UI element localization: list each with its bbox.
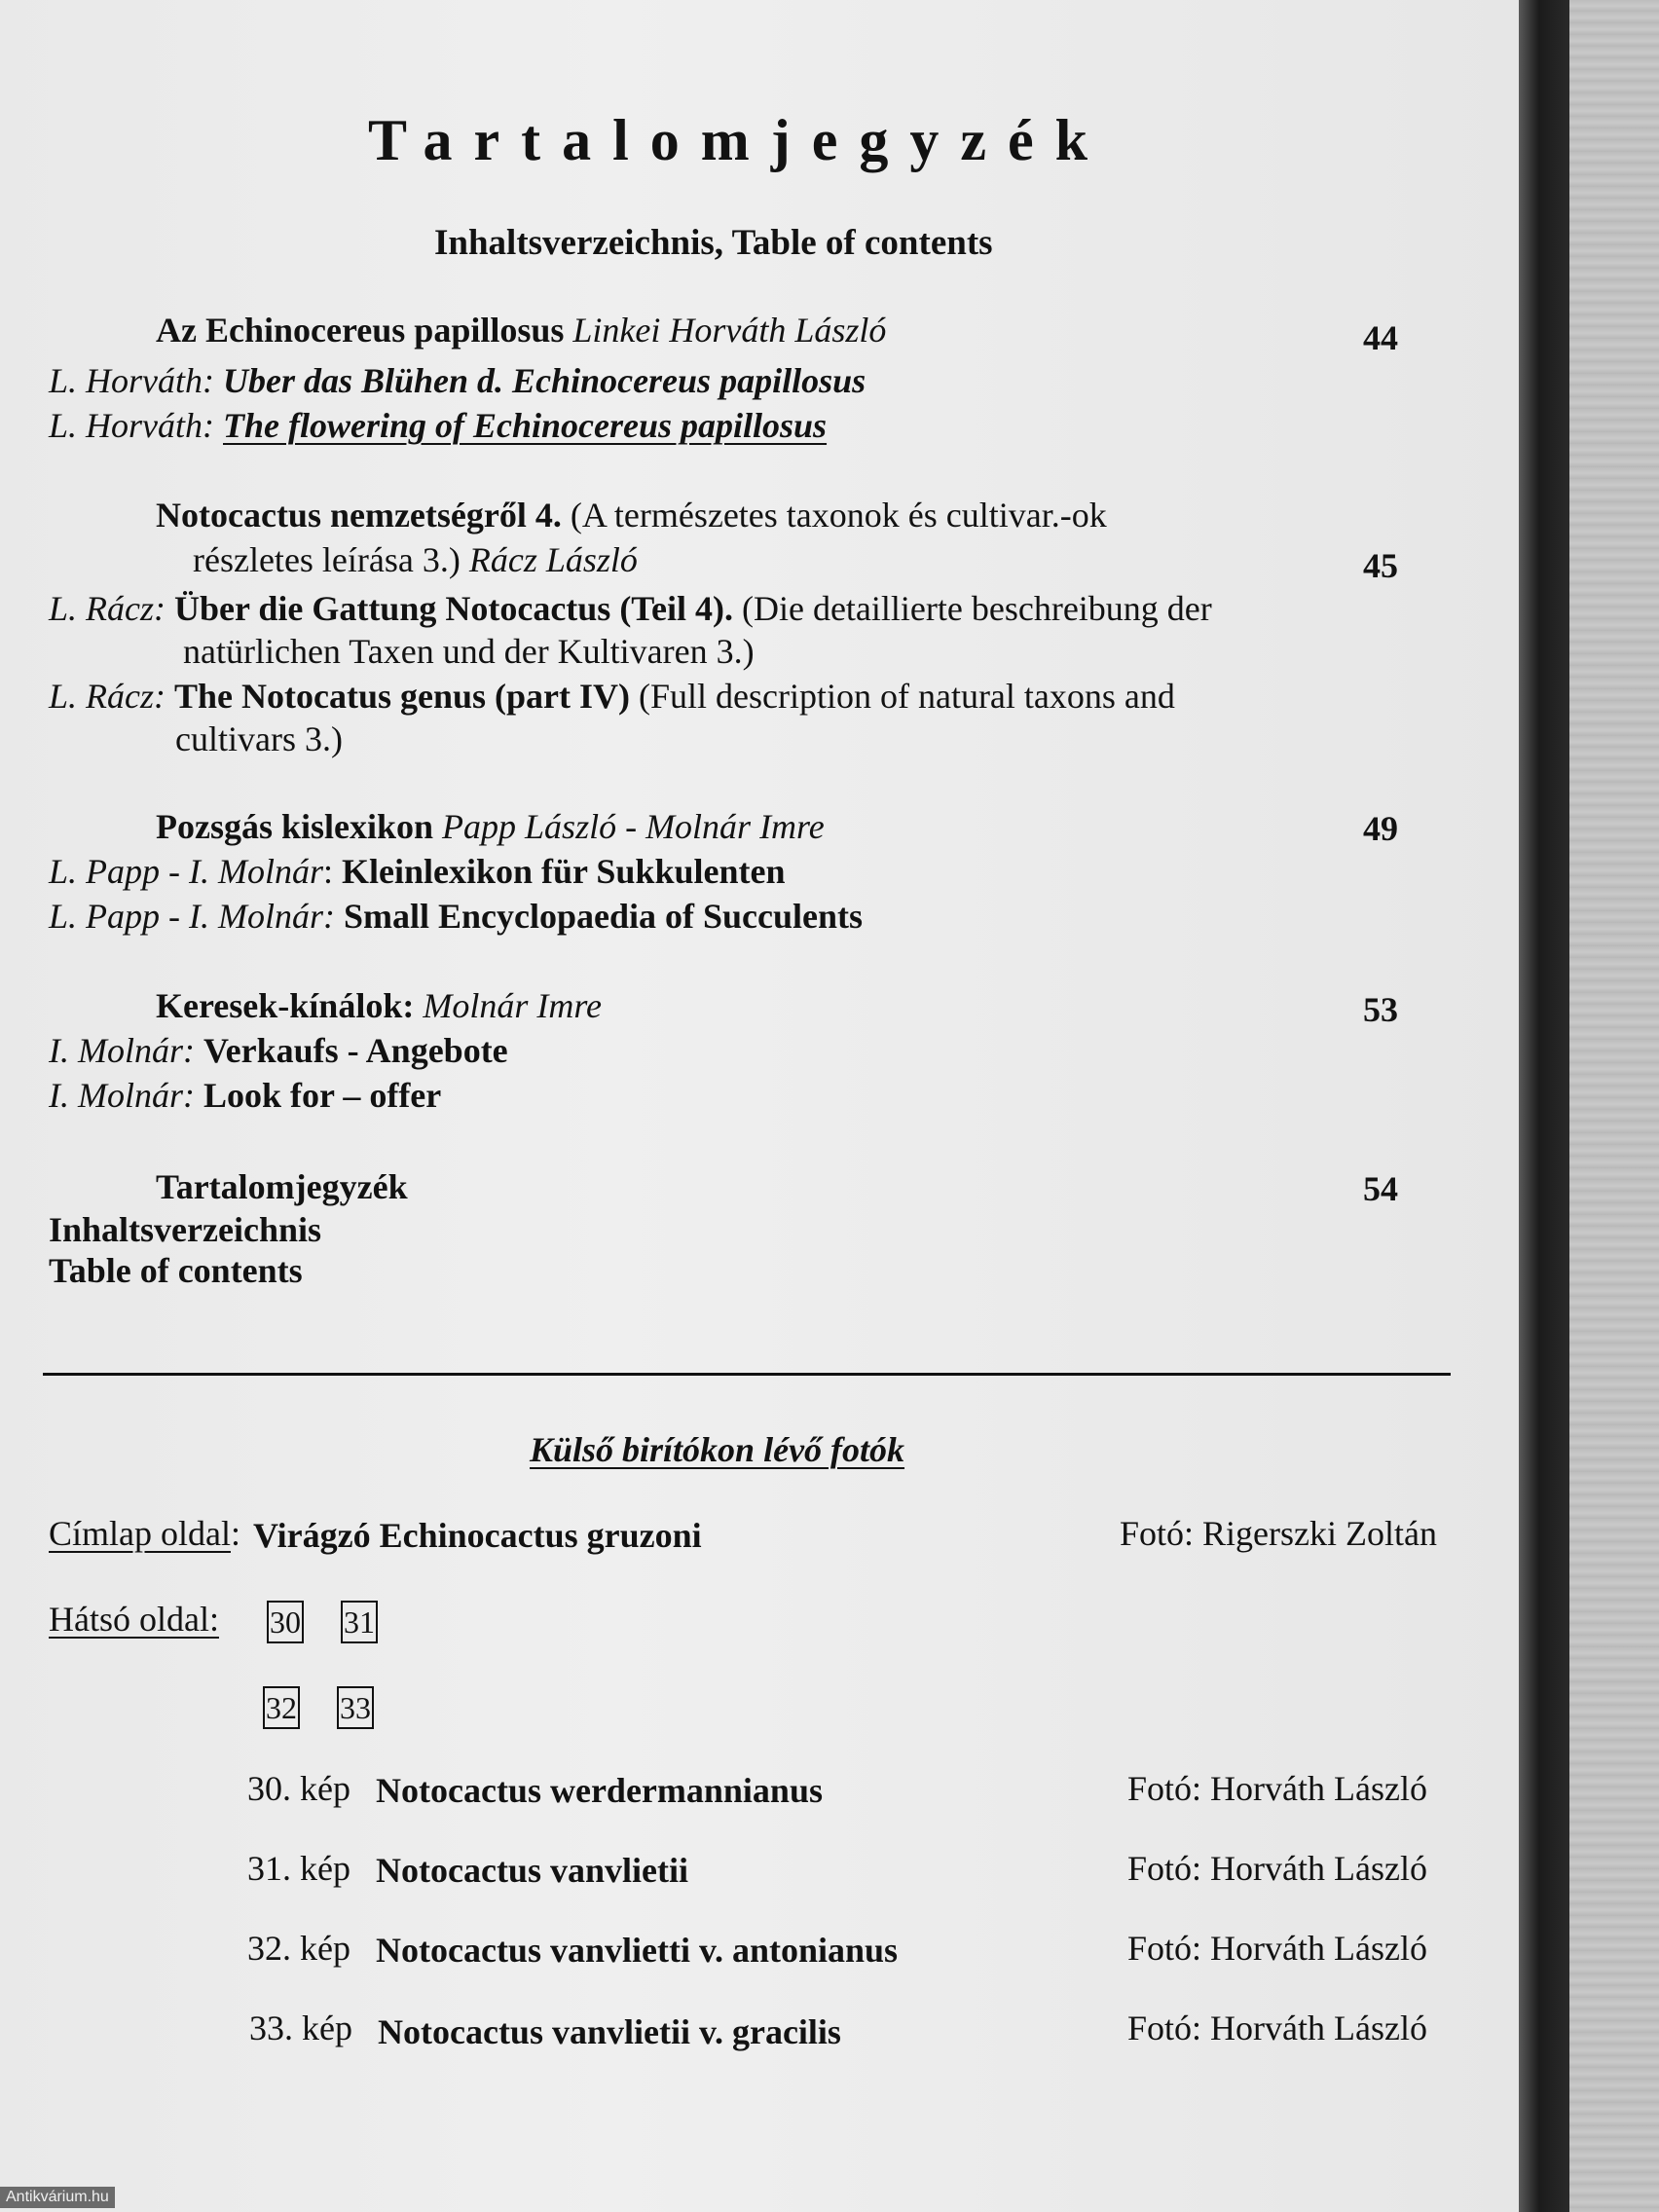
toc-entry-2-de: L. Rácz: Über die Gattung Notocactus (Teil 4). (Die detaillierte beschreibung der	[49, 589, 1212, 628]
back-cover-label: Hátsó oldal:	[49, 1600, 219, 1639]
photo-item-num: 33. kép	[249, 2009, 352, 2047]
photo-item-title: Notocactus werdermannianus	[376, 1771, 823, 1810]
toc-entry-2-page: 45	[1363, 546, 1398, 585]
photos-heading: Külső birítókon lévő fotók	[530, 1430, 905, 1469]
toc-entry-4-en: I. Molnár: Look for – offer	[49, 1076, 442, 1115]
toc-entry-1-title: Az Echinocereus papillosus Linkei Horváth László	[156, 311, 887, 350]
toc-entry-5-en: Table of contents	[49, 1251, 303, 1290]
toc-entry-3-de: L. Papp - I. Molnár: Kleinlexikon für Sukkulenten	[49, 852, 786, 891]
photo-item-credit: Fotó: Horváth László	[1127, 1849, 1427, 1888]
photo-item-num: 30. kép	[247, 1769, 350, 1808]
photo-item-title: Notocactus vanvlietii	[376, 1851, 688, 1890]
photo-item-num: 32. kép	[247, 1929, 350, 1968]
toc-entry-2-de-line2: natürlichen Taxen und der Kultivaren 3.)	[183, 632, 755, 671]
book-cover-edge	[1519, 0, 1569, 2212]
toc-entry-1-de: L. Horváth: Uber das Blühen d. Echinocereus papillosus	[49, 361, 866, 400]
toc-entry-1-page: 44	[1363, 318, 1398, 357]
photo-item-num: 31. kép	[247, 1849, 350, 1888]
photo-item-title: Notocactus vanvlietii v. gracilis	[378, 2012, 841, 2051]
background-surface	[1569, 0, 1659, 2212]
photo-box-32: 32	[263, 1686, 300, 1729]
page-subtitle: Inhaltsverzeichnis, Table of contents	[434, 223, 993, 263]
photo-box-33: 33	[337, 1686, 374, 1729]
toc-entry-2-en: L. Rácz: The Notocatus genus (part IV) (Full description of natural taxons and	[49, 677, 1175, 716]
toc-entry-5-title: Tartalomjegyzék	[156, 1167, 408, 1206]
front-cover-credit: Fotó: Rigerszki Zoltán	[1120, 1514, 1437, 1553]
toc-entry-2-title: Notocactus nemzetségről 4. (A természetes taxonok és cultivar.-ok	[156, 496, 1107, 535]
section-divider	[43, 1373, 1451, 1376]
toc-entry-3-title: Pozsgás kislexikon Papp László - Molnár Imre	[156, 807, 825, 846]
toc-entry-4-title: Keresek-kínálok: Molnár Imre	[156, 986, 602, 1025]
front-cover-line: Címlap oldal:	[49, 1514, 240, 1553]
photo-item-credit: Fotó: Horváth László	[1127, 1769, 1427, 1808]
front-cover-title: Virágzó Echinocactus gruzoni	[253, 1516, 702, 1555]
toc-entry-4-de: I. Molnár: Verkaufs - Angebote	[49, 1031, 508, 1070]
toc-entry-3-en: L. Papp - I. Molnár: Small Encyclopaedia of Succulents	[49, 897, 864, 936]
photo-box-30: 30	[267, 1601, 304, 1643]
toc-entry-5-page: 54	[1363, 1169, 1398, 1208]
toc-entry-2-en-line2: cultivars 3.)	[175, 719, 343, 758]
toc-entry-4-page: 53	[1363, 990, 1398, 1029]
photo-item-title: Notocactus vanvlietti v. antonianus	[376, 1931, 899, 1970]
photo-item-credit: Fotó: Horváth László	[1127, 1929, 1427, 1968]
page-title: Tartalomjegyzék	[368, 108, 1110, 172]
toc-entry-2-title-line2: részletes leírása 3.) Rácz László	[193, 540, 638, 579]
photo-box-31: 31	[341, 1601, 378, 1643]
photo-item-credit: Fotó: Horváth László	[1127, 2009, 1427, 2047]
watermark: Antikvárium.hu	[0, 2187, 115, 2208]
toc-entry-1-en: L. Horváth: The flowering of Echinocereus papillosus	[49, 406, 828, 445]
toc-entry-3-page: 49	[1363, 809, 1398, 848]
toc-entry-5-de: Inhaltsverzeichnis	[49, 1210, 322, 1249]
